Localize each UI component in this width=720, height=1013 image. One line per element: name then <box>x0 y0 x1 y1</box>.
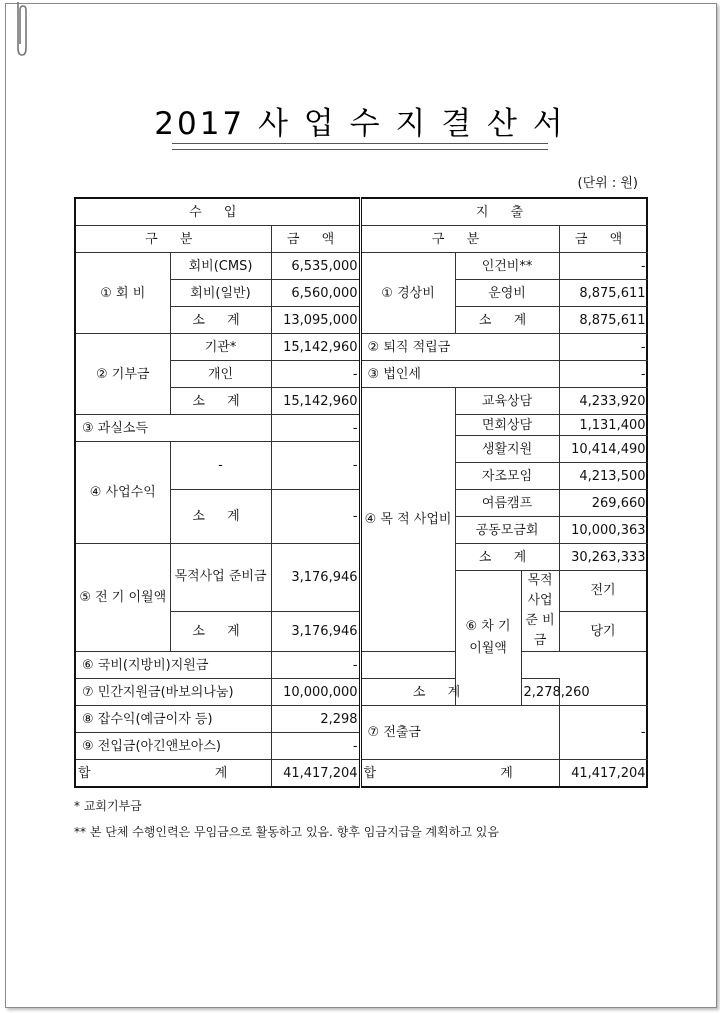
expense-amount-header: 금 액 <box>559 226 647 253</box>
income-category: ② 기부금 <box>75 334 170 415</box>
income-amount: 15,142,960 <box>271 388 360 415</box>
income-subtotal-label: 소 계 <box>170 611 271 652</box>
income-category-header: 구 분 <box>75 226 271 253</box>
income-subtotal-label: 소 계 <box>170 388 271 415</box>
income-total-amount: 41,417,204 <box>271 760 360 788</box>
income-amount: 2,298 <box>271 706 360 733</box>
expense-amount: - <box>559 334 647 361</box>
expense-category: ③ 법인세 <box>360 361 559 388</box>
expense-amount: 4,213,500 <box>559 463 647 490</box>
income-amount: - <box>271 652 360 679</box>
title-underline <box>172 143 548 150</box>
income-amount: - <box>271 490 360 544</box>
income-item: 기관* <box>170 334 271 361</box>
table-row <box>75 253 647 280</box>
expense-amount: 2,278,260 <box>521 679 559 706</box>
expense-amount: 4,233,920 <box>559 388 647 415</box>
expense-amount: 8,875,611 <box>559 307 647 334</box>
table-row <box>75 652 647 679</box>
paperclip-icon <box>14 0 28 58</box>
expense-category: ② 퇴직 적립금 <box>360 334 559 361</box>
expense-amount: 1,131,400 <box>559 415 647 436</box>
income-amount: - <box>271 442 360 490</box>
footnote: ** 본 단체 수행인력은 무임금으로 활동하고 있음. 향후 임금지급을 계획하고 있음 <box>74 825 499 839</box>
expense-item: 운영비 <box>455 280 559 307</box>
income-amount: 3,176,946 <box>271 611 360 652</box>
expense-category: ⑦ 전출금 <box>360 706 559 760</box>
unit-label: (단위 : 원) <box>577 176 638 191</box>
income-category: ⑨ 전입금(아긴앤보아스) <box>75 733 271 760</box>
income-amount: 10,000,000 <box>271 679 360 706</box>
expense-subtotal-label: 소 계 <box>360 679 521 706</box>
expense-amount: 30,263,333 <box>559 544 647 571</box>
table-row <box>75 679 647 706</box>
expense-item: 전기 <box>559 571 647 612</box>
income-subtotal-label: 소 계 <box>170 490 271 544</box>
expense-amount: - <box>559 361 647 388</box>
income-category: ⑦ 민간지원금(바보의나눔) <box>75 679 271 706</box>
footnotes <box>74 793 499 845</box>
income-item: 회비(CMS) <box>170 253 271 280</box>
income-item: 목적사업 준비금 <box>170 544 271 612</box>
income-amount: 15,142,960 <box>271 334 360 361</box>
income-amount: 13,095,000 <box>271 307 360 334</box>
income-amount: - <box>271 415 360 442</box>
expense-amount: 10,000,363 <box>559 517 647 544</box>
income-amount-header: 금 액 <box>271 226 360 253</box>
table-total-row <box>75 760 647 788</box>
expense-item: 공동모금회 <box>455 517 559 544</box>
expense-amount: 269,660 <box>559 490 647 517</box>
expense-item: 자조모임 <box>455 463 559 490</box>
income-item: 개인 <box>170 361 271 388</box>
settlement-table <box>74 197 648 788</box>
income-item: - <box>170 442 271 490</box>
expense-subtotal-label: 소 계 <box>455 307 559 334</box>
income-amount: 6,535,000 <box>271 253 360 280</box>
income-category: ④ 사업수익 <box>75 442 170 544</box>
income-amount: - <box>271 733 360 760</box>
expense-header: 지 출 <box>360 198 647 226</box>
expense-subcategory: 목적사업 준 비 금 <box>521 571 559 652</box>
footnote: * 교회기부금 <box>74 799 142 813</box>
income-category: ① 회 비 <box>75 253 170 334</box>
income-total-label: 합 계 <box>75 760 271 788</box>
expense-category: ① 경상비 <box>360 253 455 334</box>
expense-category: ④ 목 적 사업비 <box>360 388 455 652</box>
table-row <box>75 706 647 733</box>
income-header: 수 입 <box>75 198 360 226</box>
income-category: ⑤ 전 기 이월액 <box>75 544 170 652</box>
income-category: ⑧ 잡수익(예금이자 등) <box>75 706 271 733</box>
table-subheader-row <box>75 226 647 253</box>
expense-amount: - <box>559 253 647 280</box>
income-item: 회비(일반) <box>170 280 271 307</box>
page-title: 2017 사 업 수 지 결 산 서 <box>154 106 566 142</box>
income-category: ③ 과실소득 <box>75 415 271 442</box>
income-amount: 3,176,946 <box>271 544 360 612</box>
expense-category-header: 구 분 <box>360 226 559 253</box>
expense-category: ⑥ 차 기 이월액 <box>455 571 521 706</box>
table-header-row <box>75 198 647 226</box>
expense-amount: 10,414,490 <box>559 436 647 463</box>
expense-amount: 8,875,611 <box>559 280 647 307</box>
expense-amount: - <box>559 706 647 760</box>
expense-total-label: 합 계 <box>360 760 559 788</box>
expense-item: 생활지원 <box>455 436 559 463</box>
expense-item: 면회상담 <box>455 415 559 436</box>
expense-item: 인건비** <box>455 253 559 280</box>
income-subtotal-label: 소 계 <box>170 307 271 334</box>
expense-item: 여름캠프 <box>455 490 559 517</box>
expense-item: 당기 <box>559 611 647 652</box>
expense-item: 교육상담 <box>455 388 559 415</box>
income-category: ⑥ 국비(지방비)지원금 <box>75 652 271 679</box>
expense-total-amount: 41,417,204 <box>559 760 647 788</box>
income-amount: - <box>271 361 360 388</box>
table-row <box>75 334 647 361</box>
income-amount: 6,560,000 <box>271 280 360 307</box>
expense-subtotal-label: 소 계 <box>455 544 559 571</box>
